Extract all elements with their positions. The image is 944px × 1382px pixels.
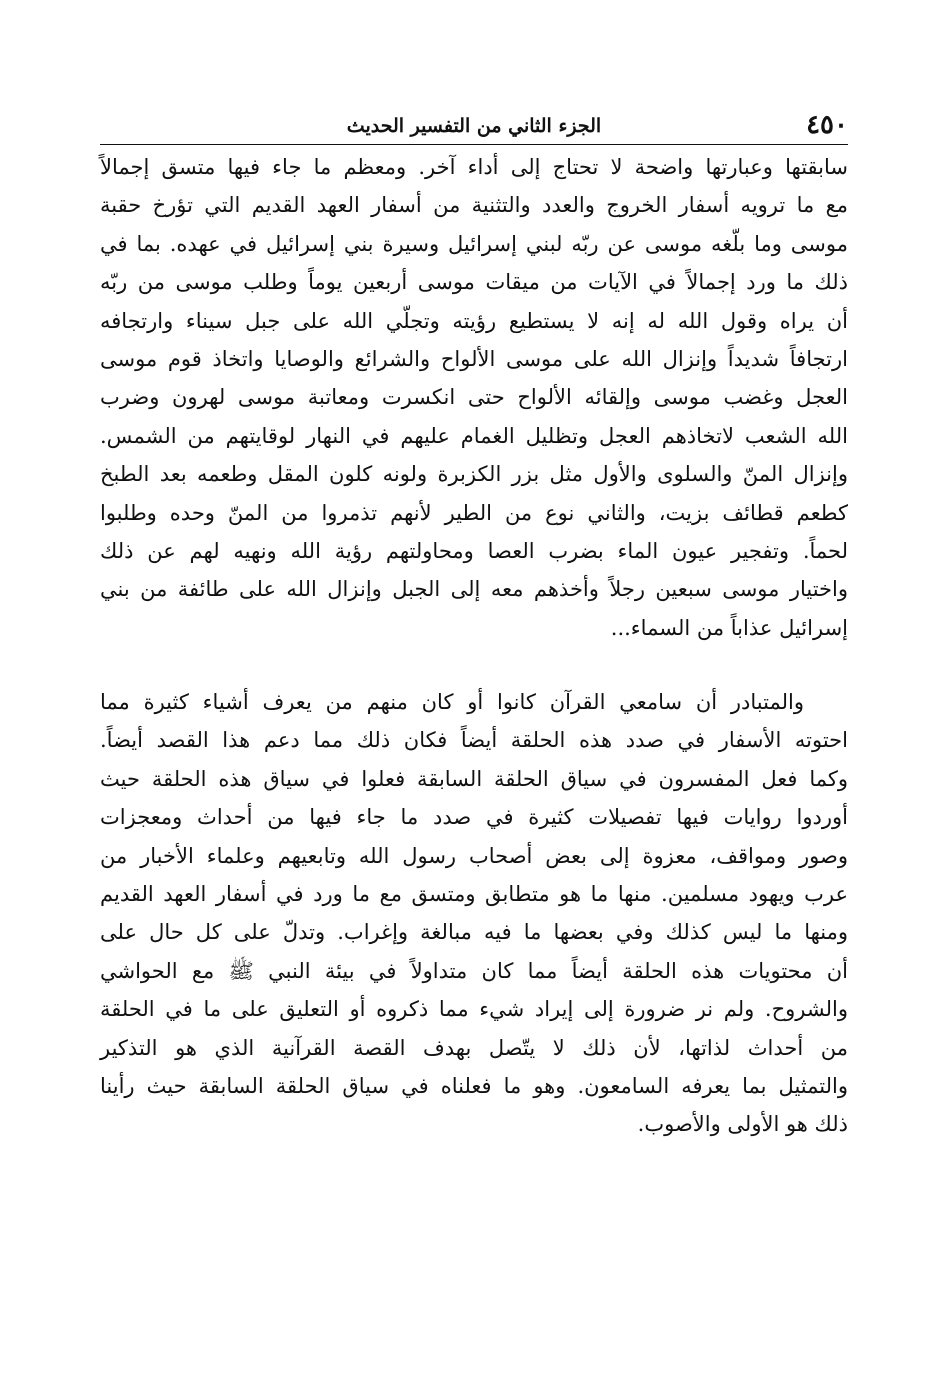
text-line: سابقتها وعبارتها واضحة لا تحتاج إلى أداء آخر. ومعظم ما جاء فيها متسق إجمالاً [100,155,848,179]
text-line [100,683,848,721]
text-line: أن يراه وقول الله له إنه لا يستطيع رؤيته وتجلّي الله على جبل سيناء وارتجافه [100,308,848,333]
page-number: ٤٥٠ [806,110,848,140]
running-header [100,108,848,145]
text-line: أوردوا روايات فيها تفصيلات كثيرة في صدد ما جاء فيها من أحداث ومعجزات [100,805,848,830]
text-line: احتوته الأسفار في صدد هذه الحلقة أيضاً فكان ذلك مما دعم هذا القصد أيضاً. [100,728,848,753]
text-line: واختيار موسى سبعين رجلاً وأخذهم معه إلى الجبل وإنزال الله على طائفة من بني [100,577,848,602]
text-line: الله الشعب لاتخاذهم العجل وتظليل الغمام عليهم في النهار لوقايتهم من الشمس. [100,423,848,448]
body-text [100,148,848,1144]
text-line: من أحداث لذاتها، لأن ذلك لا يتّصل بهدف القصة القرآنية الذي هو التذكير [100,1035,848,1060]
text-line: إسرائيل عذاباً من السماء... [610,615,848,640]
text-line: وكما فعل المفسرون في سياق الحلقة السابقة فعلوا في سياق هذه الحلقة حيث [100,766,848,791]
text-line-content: والمتبادر أن سامعي القرآن كانوا أو كان منهم من يعرف أشياء كثيرة مما [100,690,804,715]
text-line: مع ما ترويه أسفار الخروج والعدد والتثنية من أسفار العهد القديم التي تؤرخ حقبة [100,193,848,218]
text-line: أن محتويات هذه الحلقة أيضاً مما كان متداولاً في بيئة النبي ﷺ مع الحواشي [100,958,848,983]
text-line: ارتجافاً شديداً وإنزال الله على موسى الألواح والشرائع والوصايا واتخاذ قوم موسى [100,346,848,371]
text-line: لحماً. وتفجير عيون الماء بضرب العصا ومحاولتهم رؤية الله ونهيه لهم عن ذلك [100,538,848,563]
text-line: كطعم قطائف بزيت، والثاني نوع من الطير لأنهم تذمروا من المنّ وحده وطلبوا [100,500,848,525]
text-line: عرب ويهود مسلمين. منها ما هو متطابق ومتسق مع ما ورد في أسفار العهد القديم [100,882,848,907]
text-line: والتمثيل بما يعرفه السامعون. وهو ما فعلناه في سياق الحلقة السابقة حيث رأينا [100,1073,848,1098]
text-line: ذلك هو الأولى والأصوب. [637,1112,848,1137]
text-line: وإنزال المنّ والسلوى والأول مثل بزر الكزبرة ولونه كلون المقل وطعمه بعد الطبخ [100,462,848,487]
header-title: الجزء الثاني من التفسير الحديث [346,115,602,137]
text-line: والشروح. ولم نر ضرورة إلى إيراد شيء مما ذكروه أو التعليق على ما في الحلقة [100,997,848,1022]
text-line: ذلك ما ورد إجمالاً في الآيات من ميقات موسى أربعين يوماً وطلب موسى من ربّه [100,270,848,295]
paragraph-1 [100,148,848,647]
text-line: العجل وغضب موسى وإلقائه الألواح حتى انكسرت ومعاتبة موسى لهرون وضرب [100,385,848,410]
text-line: ومنها ما ليس كذلك وفي بعضها ما فيه مبالغة وإغراب. وتدلّ على كل حال على [100,920,848,945]
text-line: وصور ومواقف، معزوة إلى بعض أصحاب رسول الله وتابعيهم وعلماء الأخبار من [100,843,848,868]
paragraph-2 [100,683,848,1144]
text-line: موسى وما بلّغه موسى عن ربّه لبني إسرائيل وسيرة بني إسرائيل في عهده. بما في [100,231,848,256]
